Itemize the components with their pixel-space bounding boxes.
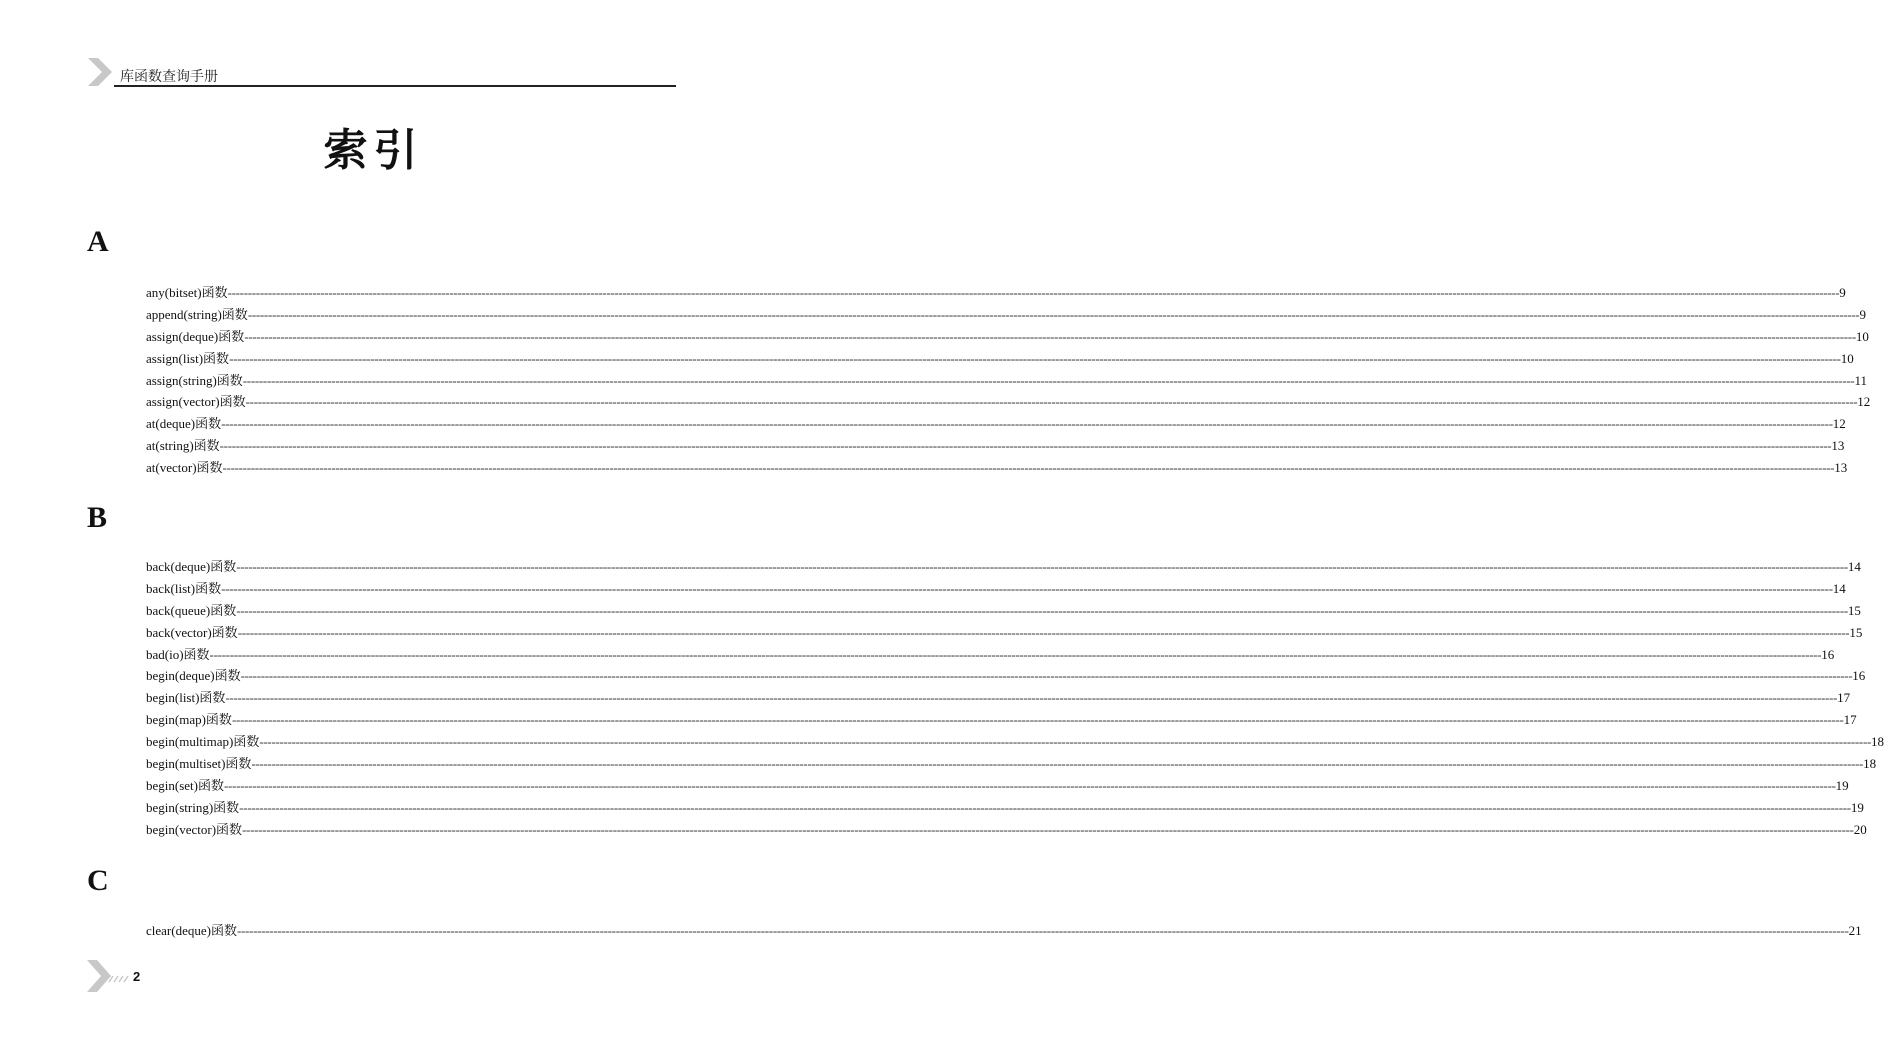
leader-dashes: ----------------------------------------------------------------------------------------------------------------------------------------------------------------------------------------------------------------------------------------------------------------------------------------------------------------------------------------------------------------------------------------------------------------	[236, 602, 1848, 618]
entry-name: assign(string)函数	[146, 372, 243, 388]
entry-page-number: 15	[1849, 624, 1863, 640]
entry-name: any(bitset)函数	[146, 285, 228, 300]
index-entry	[146, 665, 1866, 687]
entry-name: clear(deque)函数	[146, 923, 237, 938]
leader-dashes: ----------------------------------------------------------------------------------------------------------------------------------------------------------------------------------------------------------------------------------------------------------------------------------------------------------------------------------------------------------------------------------------------------------------	[231, 712, 1844, 728]
page-footer	[85, 958, 165, 994]
entry-name: begin(string)函数	[146, 799, 240, 815]
index-entry	[146, 731, 1884, 753]
leader-dashes: ----------------------------------------------------------------------------------------------------------------------------------------------------------------------------------------------------------------------------------------------------------------------------------------------------------------------------------------------------------------------------------------------------------------	[259, 734, 1872, 750]
leader-dashes: ----------------------------------------------------------------------------------------------------------------------------------------------------------------------------------------------------------------------------------------------------------------------------------------------------------------------------------------------------------------------------------------------------------------	[244, 328, 1856, 344]
leader-dashes: ----------------------------------------------------------------------------------------------------------------------------------------------------------------------------------------------------------------------------------------------------------------------------------------------------------------------------------------------------------------------------------------------------------------	[221, 580, 1833, 596]
index-entry	[146, 326, 1869, 348]
entry-page-number: 18	[1871, 734, 1884, 750]
leader-dashes: ----------------------------------------------------------------------------------------------------------------------------------------------------------------------------------------------------------------------------------------------------------------------------------------------------------------------------------------------------------------------------------------------------------------	[239, 799, 1851, 815]
leader-dashes: ----------------------------------------------------------------------------------------------------------------------------------------------------------------------------------------------------------------------------------------------------------------------------------------------------------------------------------------------------------------------------------------------------------------	[236, 923, 1849, 938]
entry-name: append(string)函数	[146, 306, 248, 322]
entry-name: back(queue)函数	[146, 602, 237, 618]
entry-page-number: 14	[1847, 559, 1861, 574]
chevron-right-icon	[85, 958, 133, 994]
entry-name: back(deque)函数	[146, 559, 237, 574]
index-entry	[146, 600, 1861, 622]
entry-page-number: 20	[1853, 821, 1867, 837]
entry-page-number: 14	[1832, 580, 1846, 596]
leader-dashes: ----------------------------------------------------------------------------------------------------------------------------------------------------------------------------------------------------------------------------------------------------------------------------------------------------------------------------------------------------------------------------------------------------------------	[223, 777, 1836, 793]
entry-name: begin(vector)函数	[146, 821, 243, 837]
entry-name: bad(io)函数	[146, 646, 210, 662]
entry-page-number: 18	[1863, 756, 1877, 772]
entry-page-number: 19	[1835, 777, 1849, 793]
index-entry	[146, 413, 1846, 435]
entry-page-number: 16	[1821, 646, 1835, 662]
index-entry	[146, 391, 1871, 413]
section-letter-a: A	[87, 225, 109, 258]
index-entry	[146, 819, 1867, 841]
index-entry	[146, 797, 1864, 819]
leader-dashes: ----------------------------------------------------------------------------------------------------------------------------------------------------------------------------------------------------------------------------------------------------------------------------------------------------------------------------------------------------------------------------------------------------------------	[251, 756, 1864, 772]
leader-dashes: ----------------------------------------------------------------------------------------------------------------------------------------------------------------------------------------------------------------------------------------------------------------------------------------------------------------------------------------------------------------------------------------------------------------	[219, 438, 1832, 454]
leader-dashes: ----------------------------------------------------------------------------------------------------------------------------------------------------------------------------------------------------------------------------------------------------------------------------------------------------------------------------------------------------------------------------------------------------------------	[240, 668, 1853, 684]
index-entry	[146, 304, 1866, 326]
entry-name: assign(vector)函数	[146, 394, 246, 410]
entry-page-number: 10	[1840, 350, 1854, 366]
entry-name: begin(multiset)函数	[146, 756, 252, 772]
page-number: 2	[133, 969, 141, 984]
index-entry	[146, 282, 1846, 304]
leader-dashes: ----------------------------------------------------------------------------------------------------------------------------------------------------------------------------------------------------------------------------------------------------------------------------------------------------------------------------------------------------------------------------------------------------------------	[242, 821, 1854, 837]
leader-dashes: ----------------------------------------------------------------------------------------------------------------------------------------------------------------------------------------------------------------------------------------------------------------------------------------------------------------------------------------------------------------------------------------------------------------	[237, 624, 1850, 640]
entry-name: back(vector)函数	[146, 624, 238, 640]
page-header	[86, 56, 676, 88]
entry-page-number: 17	[1843, 712, 1857, 728]
index-entry	[146, 753, 1877, 775]
header-title: 库函数查询手册	[120, 69, 218, 85]
index-entry	[146, 622, 1863, 644]
entry-name: begin(map)函数	[146, 712, 232, 728]
entry-page-number: 9	[1859, 306, 1866, 322]
index-entry	[146, 920, 1862, 942]
entry-name: at(deque)函数	[146, 416, 222, 432]
index-list-a	[146, 282, 1871, 479]
section-letter-b: B	[87, 501, 108, 534]
entry-page-number: 19	[1850, 799, 1864, 815]
leader-dashes: ----------------------------------------------------------------------------------------------------------------------------------------------------------------------------------------------------------------------------------------------------------------------------------------------------------------------------------------------------------------------------------------------------------------	[221, 416, 1833, 432]
entry-page-number: 11	[1854, 372, 1867, 388]
entry-page-number: 21	[1848, 923, 1862, 938]
leader-dashes: ----------------------------------------------------------------------------------------------------------------------------------------------------------------------------------------------------------------------------------------------------------------------------------------------------------------------------------------------------------------------------------------------------------------	[225, 690, 1838, 706]
leader-dashes: ----------------------------------------------------------------------------------------------------------------------------------------------------------------------------------------------------------------------------------------------------------------------------------------------------------------------------------------------------------------------------------------------------------------	[247, 306, 1860, 322]
index-list-b	[146, 556, 1884, 841]
entry-page-number: 13	[1831, 438, 1845, 454]
entry-name: back(list)函数	[146, 580, 222, 596]
entry-name: at(string)函数	[146, 438, 220, 454]
index-entry	[146, 709, 1857, 731]
chevron-right-icon	[86, 56, 116, 88]
leader-dashes: ----------------------------------------------------------------------------------------------------------------------------------------------------------------------------------------------------------------------------------------------------------------------------------------------------------------------------------------------------------------------------------------------------------------	[222, 460, 1835, 476]
leader-dashes: ----------------------------------------------------------------------------------------------------------------------------------------------------------------------------------------------------------------------------------------------------------------------------------------------------------------------------------------------------------------------------------------------------------------	[236, 559, 1848, 574]
entry-page-number: 9	[1839, 285, 1846, 300]
index-entry	[146, 775, 1849, 797]
index-entry	[146, 435, 1845, 457]
index-entry	[146, 370, 1867, 392]
entry-page-number: 12	[1832, 416, 1846, 432]
leader-dashes: ----------------------------------------------------------------------------------------------------------------------------------------------------------------------------------------------------------------------------------------------------------------------------------------------------------------------------------------------------------------------------------------------------------------	[242, 372, 1855, 388]
entry-page-number: 15	[1847, 602, 1861, 618]
entry-name: begin(deque)函数	[146, 668, 241, 684]
index-entry	[146, 556, 1861, 578]
index-entry	[146, 687, 1851, 709]
index-entry	[146, 457, 1848, 479]
entry-name: assign(deque)函数	[146, 328, 245, 344]
leader-dashes: ----------------------------------------------------------------------------------------------------------------------------------------------------------------------------------------------------------------------------------------------------------------------------------------------------------------------------------------------------------------------------------------------------------------	[229, 350, 1841, 366]
entry-page-number: 17	[1837, 690, 1851, 706]
entry-page-number: 10	[1855, 328, 1869, 344]
leader-dashes: ----------------------------------------------------------------------------------------------------------------------------------------------------------------------------------------------------------------------------------------------------------------------------------------------------------------------------------------------------------------------------------------------------------------	[209, 646, 1822, 662]
leader-dashes: ----------------------------------------------------------------------------------------------------------------------------------------------------------------------------------------------------------------------------------------------------------------------------------------------------------------------------------------------------------------------------------------------------------------	[245, 394, 1858, 410]
entry-page-number: 16	[1852, 668, 1866, 684]
index-entry	[146, 348, 1854, 370]
index-list-c	[146, 920, 1862, 942]
entry-name: at(vector)函数	[146, 460, 223, 476]
entry-page-number: 13	[1834, 460, 1848, 476]
entry-name: begin(set)函数	[146, 777, 224, 793]
entry-page-number: 12	[1857, 394, 1871, 410]
header-rule	[114, 85, 676, 87]
section-letter-c: C	[87, 864, 109, 897]
entry-name: assign(list)函数	[146, 350, 230, 366]
entry-name: begin(list)函数	[146, 690, 226, 706]
index-entry	[146, 644, 1835, 666]
index-entry	[146, 578, 1846, 600]
entry-name: begin(multimap)函数	[146, 734, 260, 750]
page-title: 索引	[323, 125, 424, 176]
leader-dashes: ----------------------------------------------------------------------------------------------------------------------------------------------------------------------------------------------------------------------------------------------------------------------------------------------------------------------------------------------------------------------------------------------------------------	[227, 285, 1840, 300]
